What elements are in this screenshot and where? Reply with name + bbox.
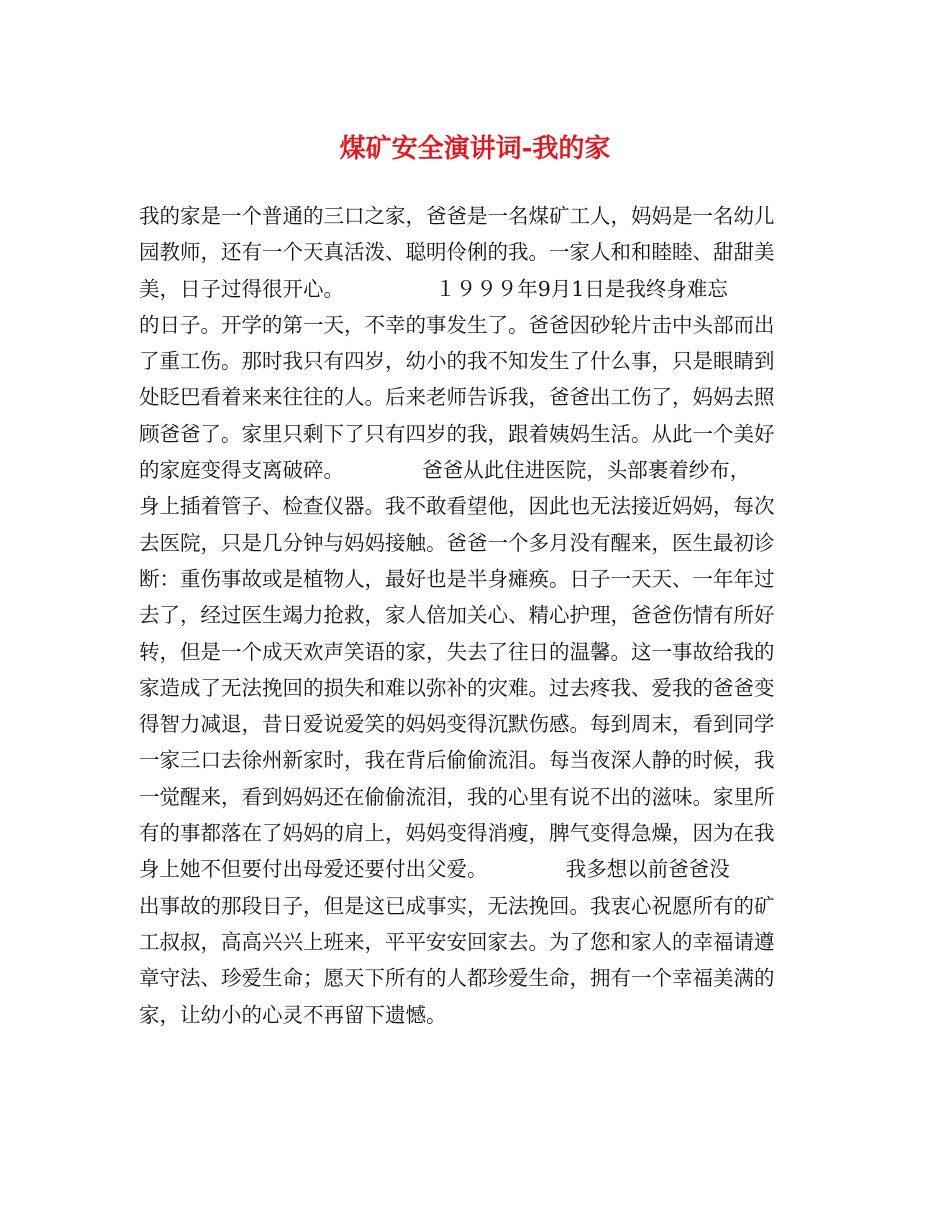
text-line: 身上她不但要付出母爱还要付出父爱。 我多想以前爸爸没 (139, 857, 730, 882)
text-line: 美，日子过得很开心。 １９９９年9月1日是我终身难忘 (139, 276, 728, 301)
text-line: 断：重伤事故或是植物人，最好也是半身瘫痪。日子一天天、一年年过 (139, 566, 775, 591)
text-line: 去了，经过医生竭力抢救，家人倍加关心、精心护理，爸爸伤情有所好 (139, 603, 775, 628)
text-line: 章守法、珍爱生命；愿天下所有的人都珍爱生命，拥有一个幸福美满的 (139, 966, 775, 991)
text-line: 一觉醒来，看到妈妈还在偷偷流泪，我的心里有说不出的滋味。家里所 (139, 784, 775, 809)
text-line: 身上插着管子、检查仪器。我不敢看望他，因此也无法接近妈妈，每次 (139, 494, 775, 519)
text-line: 工叔叔，高高兴兴上班来，平平安安回家去。为了您和家人的幸福请遵 (139, 929, 775, 954)
text-line: 家造成了无法挽回的损失和难以弥补的灾难。过去疼我、爱我的爸爸变 (139, 675, 775, 700)
text-line: 的日子。开学的第一天，不幸的事发生了。爸爸因砂轮片击中头部而出 (139, 312, 775, 337)
text-line: 了重工伤。那时我只有四岁，幼小的我不知发生了什么事，只是眼睛到 (139, 349, 775, 374)
text-line: 处眨巴看着来来往往的人。后来老师告诉我，爸爸出工伤了，妈妈去照 (139, 385, 775, 410)
text-line: 出事故的那段日子，但是这已成事实，无法挽回。我衷心祝愿所有的矿 (139, 893, 775, 918)
text-line: 的家庭变得支离破碎。 爸爸从此住进医院，头部裹着纱布， (139, 458, 751, 483)
text-line: 转，但是一个成天欢声笑语的家，失去了往日的温馨。这一事故给我的 (139, 639, 775, 664)
document-title: 煤矿安全演讲词-我的家 (339, 134, 611, 164)
text-line: 有的事都落在了妈妈的肩上，妈妈变得消瘦，脾气变得急燥，因为在我 (139, 821, 775, 846)
text-line: 去医院，只是几分钟与妈妈接触。爸爸一个多月没有醒来，医生最初诊 (139, 530, 775, 555)
text-line: 我的家是一个普通的三口之家，爸爸是一名煤矿工人，妈妈是一名幼儿 (139, 204, 775, 228)
text-line: 顾爸爸了。家里只剩下了只有四岁的我，跟着姨妈生活。从此一个美好 (139, 421, 775, 446)
text-line: 园教师，还有一个天真活泼、聪明伶俐的我。一家人和和睦睦、甜甜美 (139, 240, 775, 265)
document-body (139, 198, 819, 1033)
text-line: 得智力减退，昔日爱说爱笑的妈妈变得沉默伤感。每到周末，看到同学 (139, 712, 775, 737)
text-line: 家，让幼小的心灵不再留下遗憾。 (139, 1002, 447, 1027)
text-line: 一家三口去徐州新家时，我在背后偷偷流泪。每当夜深人静的时候，我 (139, 748, 775, 773)
